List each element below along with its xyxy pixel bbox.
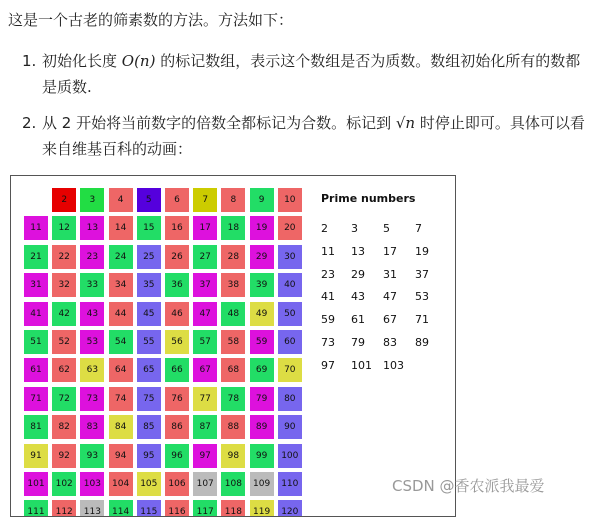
prime-number: 59 xyxy=(321,313,335,327)
grid-cell: 19 xyxy=(250,216,274,240)
prime-number: 23 xyxy=(321,267,335,281)
grid-cell: 117 xyxy=(193,500,217,517)
prime-number: 2 xyxy=(321,222,328,235)
prime-number: 71 xyxy=(415,313,429,327)
grid-cell: 40 xyxy=(278,273,302,297)
grid-cell: 114 xyxy=(109,500,133,517)
grid-cell: 71 xyxy=(24,387,48,411)
grid-cell: 32 xyxy=(52,273,76,297)
grid-cell: 88 xyxy=(221,415,245,439)
grid-cell: 64 xyxy=(109,358,133,382)
prime-number: 43 xyxy=(351,290,365,304)
grid-cell: 65 xyxy=(137,358,161,382)
grid-cell: 120 xyxy=(278,500,302,517)
watermark: CSDN @香农派我最爱 xyxy=(392,477,545,495)
grid-cell: 42 xyxy=(52,302,76,326)
grid-cell: 94 xyxy=(109,444,133,468)
grid-cell: 68 xyxy=(221,358,245,382)
grid-cell: 7 xyxy=(193,188,217,212)
prime-number: 67 xyxy=(383,313,397,327)
grid-cell: 83 xyxy=(80,415,104,439)
grid-cell: 73 xyxy=(80,387,104,411)
grid-cell: 110 xyxy=(278,472,302,496)
grid-cell: 24 xyxy=(109,245,133,269)
prime-number: 11 xyxy=(321,244,335,258)
prime-number: 41 xyxy=(321,290,335,304)
grid-cell: 27 xyxy=(193,245,217,269)
grid-cell: 5 xyxy=(137,188,161,212)
grid-cell: 104 xyxy=(109,472,133,496)
grid-cell: 30 xyxy=(278,245,302,269)
grid-cell: 66 xyxy=(165,358,189,382)
grid-cell: 44 xyxy=(109,302,133,326)
step-number: 2. xyxy=(22,114,37,132)
grid-cell: 75 xyxy=(137,387,161,411)
grid-cell: 60 xyxy=(278,330,302,354)
grid-cell: 98 xyxy=(221,444,245,468)
grid-cell: 72 xyxy=(52,387,76,411)
grid-cell: 21 xyxy=(24,245,48,269)
grid-cell: 10 xyxy=(278,188,302,212)
grid-cell: 63 xyxy=(80,358,104,382)
grid-cell: 50 xyxy=(278,302,302,326)
grid-cell: 9 xyxy=(250,188,274,212)
grid-cell: 6 xyxy=(165,188,189,212)
grid-cell: 35 xyxy=(137,273,161,297)
grid-cell: 76 xyxy=(165,387,189,411)
grid-cell: 112 xyxy=(52,500,76,517)
grid-cell: 37 xyxy=(193,273,217,297)
grid-cell: 12 xyxy=(52,216,76,240)
grid-cell: 116 xyxy=(165,500,189,517)
grid-cell: 38 xyxy=(221,273,245,297)
math-sqrt-n: √n xyxy=(395,114,416,132)
prime-number: 31 xyxy=(383,267,397,281)
grid-cell: 3 xyxy=(80,188,104,212)
prime-number: 47 xyxy=(383,290,397,304)
step-number: 1. xyxy=(22,52,37,70)
grid-cell: 85 xyxy=(137,415,161,439)
grid-cell: 95 xyxy=(137,444,161,468)
sieve-animation-figure xyxy=(10,175,456,517)
grid-cell: 34 xyxy=(109,273,133,297)
grid-cell: 97 xyxy=(193,444,217,468)
grid-cell: 46 xyxy=(165,302,189,326)
grid-cell: 18 xyxy=(221,216,245,240)
prime-number: 7 xyxy=(415,222,422,235)
grid-cell: 93 xyxy=(80,444,104,468)
grid-cell: 13 xyxy=(80,216,104,240)
prime-number: 103 xyxy=(383,358,404,372)
grid-cell: 51 xyxy=(24,330,48,354)
grid-cell: 36 xyxy=(165,273,189,297)
grid-cell: 29 xyxy=(250,245,274,269)
grid-cell: 69 xyxy=(250,358,274,382)
math-big-o: O(n) xyxy=(121,52,156,70)
grid-cell: 52 xyxy=(52,330,76,354)
grid-cell: 15 xyxy=(137,216,161,240)
grid-cell: 84 xyxy=(109,415,133,439)
step-text-after: 时停止即可。具体可以看来自维基百科的动画： xyxy=(42,114,585,158)
grid-cell: 86 xyxy=(165,415,189,439)
grid-cell: 22 xyxy=(52,245,76,269)
grid-cell: 45 xyxy=(137,302,161,326)
grid-cell: 78 xyxy=(221,387,245,411)
grid-cell: 2 xyxy=(52,188,76,212)
grid-cell: 62 xyxy=(52,358,76,382)
grid-cell: 47 xyxy=(193,302,217,326)
prime-number: 61 xyxy=(351,313,365,327)
grid-cell: 77 xyxy=(193,387,217,411)
grid-cell: 89 xyxy=(250,415,274,439)
grid-cell: 33 xyxy=(80,273,104,297)
grid-cell: 61 xyxy=(24,358,48,382)
step-item-2 xyxy=(22,110,588,162)
grid-cell: 11 xyxy=(24,216,48,240)
prime-number: 89 xyxy=(415,336,429,349)
grid-cell: 109 xyxy=(250,472,274,496)
prime-number: 19 xyxy=(415,244,429,258)
prime-number: 73 xyxy=(321,336,335,349)
grid-cell: 118 xyxy=(221,500,245,517)
grid-cell: 43 xyxy=(80,302,104,326)
steps-list xyxy=(22,48,588,172)
step-text-after: 的标记数组，表示这个数组是否为质数。数组初始化所有的数都是质数. xyxy=(42,52,581,96)
prime-number: 83 xyxy=(383,336,397,349)
step-text-before: 从 2 开始将当前数字的倍数全都标记为合数。标记到 xyxy=(42,114,396,132)
grid-cell: 49 xyxy=(250,302,274,326)
grid-cell: 103 xyxy=(80,472,104,496)
grid-cell: 113 xyxy=(80,500,104,517)
prime-number: 79 xyxy=(351,336,365,349)
step-text-before: 初始化长度 xyxy=(42,52,122,70)
grid-cell: 67 xyxy=(193,358,217,382)
prime-number: 97 xyxy=(321,358,335,372)
grid-cell: 100 xyxy=(278,444,302,468)
grid-cell: 57 xyxy=(193,330,217,354)
grid-cell: 99 xyxy=(250,444,274,468)
grid-cell: 17 xyxy=(193,216,217,240)
grid-cell: 23 xyxy=(80,245,104,269)
grid-cell: 90 xyxy=(278,415,302,439)
grid-cell: 16 xyxy=(165,216,189,240)
grid-cell: 82 xyxy=(52,415,76,439)
grid-cell: 28 xyxy=(221,245,245,269)
grid-cell: 107 xyxy=(193,472,217,496)
grid-cell: 87 xyxy=(193,415,217,439)
grid-cell: 80 xyxy=(278,387,302,411)
grid-cell: 92 xyxy=(52,444,76,468)
grid-cell: 115 xyxy=(137,500,161,517)
grid-cell: 111 xyxy=(24,500,48,517)
grid-cell: 56 xyxy=(165,330,189,354)
grid-cell: 8 xyxy=(221,188,245,212)
grid-cell: 53 xyxy=(80,330,104,354)
grid-cell: 119 xyxy=(250,500,274,517)
grid-cell: 58 xyxy=(221,330,245,354)
grid-cell: 48 xyxy=(221,302,245,326)
grid-cell: 108 xyxy=(221,472,245,496)
grid-cell: 26 xyxy=(165,245,189,269)
grid-cell: 81 xyxy=(24,415,48,439)
prime-number: 29 xyxy=(351,267,365,281)
grid-cell: 106 xyxy=(165,472,189,496)
grid-cell: 101 xyxy=(24,472,48,496)
prime-number: 13 xyxy=(351,244,365,258)
prime-number: 37 xyxy=(415,267,429,281)
grid-cell: 70 xyxy=(278,358,302,382)
grid-cell: 96 xyxy=(165,444,189,468)
primes-title: Prime numbers xyxy=(321,192,416,205)
step-item-1 xyxy=(22,48,588,100)
prime-number: 5 xyxy=(383,222,390,235)
prime-number: 53 xyxy=(415,290,429,304)
grid-cell: 20 xyxy=(278,216,302,240)
grid-cell: 79 xyxy=(250,387,274,411)
grid-cell: 14 xyxy=(109,216,133,240)
grid-cell: 31 xyxy=(24,273,48,297)
grid-cell: 41 xyxy=(24,302,48,326)
grid-cell: 74 xyxy=(109,387,133,411)
grid-cell: 39 xyxy=(250,273,274,297)
prime-number: 17 xyxy=(383,244,397,258)
grid-cell: 54 xyxy=(109,330,133,354)
grid-cell: 102 xyxy=(52,472,76,496)
prime-number: 101 xyxy=(351,358,372,372)
prime-number: 3 xyxy=(351,222,358,235)
intro-text: 这是一个古老的筛素数的方法。方法如下： xyxy=(8,11,294,29)
grid-cell: 4 xyxy=(109,188,133,212)
grid-cell: 91 xyxy=(24,444,48,468)
grid-cell: 25 xyxy=(137,245,161,269)
grid-cell: 55 xyxy=(137,330,161,354)
grid-cell: 59 xyxy=(250,330,274,354)
grid-cell: 105 xyxy=(137,472,161,496)
